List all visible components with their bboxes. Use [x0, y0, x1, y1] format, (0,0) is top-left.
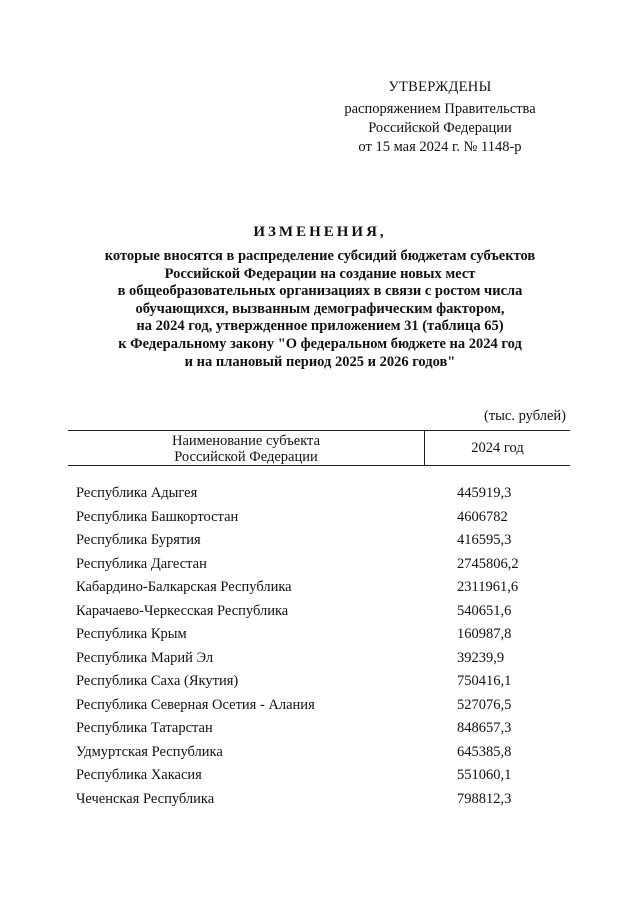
subtitle-line: на 2024 год, утвержденное приложением 31 (таблица 65)	[136, 318, 504, 335]
table-row	[76, 553, 570, 577]
table-row	[76, 741, 570, 765]
table-row	[76, 647, 570, 671]
table-header	[68, 430, 570, 466]
region-name: Республика Крым	[76, 626, 187, 642]
table-row	[76, 529, 570, 553]
header-region-line-1: Наименование субъекта	[171, 433, 321, 449]
region-name: Республика Татарстан	[76, 720, 213, 736]
region-name: Республика Адыгея	[76, 485, 198, 501]
region-name: Республика Бурятия	[76, 532, 201, 548]
header-region-line-2: Российской Федерации	[174, 449, 318, 465]
table-row	[76, 788, 570, 812]
region-name: Удмуртская Республика	[76, 743, 223, 760]
region-name: Республика Северная Осетия - Алания	[76, 696, 315, 713]
subsidy-amount: 798812,3	[457, 790, 512, 807]
region-name: Кабардино-Балкарская Республика	[76, 579, 292, 595]
units-label: (тыс. рублей)	[484, 408, 566, 424]
table-row	[76, 764, 570, 788]
subsidy-amount: 551060,1	[457, 767, 512, 783]
table-row	[76, 482, 570, 506]
table-row	[76, 694, 570, 718]
approval-line-2: Российской Федерации	[368, 120, 512, 136]
table-row	[76, 670, 570, 694]
subsidy-amount: 39239,9	[457, 649, 505, 666]
subsidy-amount: 540651,6	[457, 602, 512, 619]
approval-line-1: распоряжением Правительства	[344, 101, 536, 117]
document-subtitle	[60, 248, 580, 371]
subsidy-amount: 848657,3	[457, 720, 512, 736]
region-name: Республика Башкортостан	[76, 508, 239, 525]
region-name: Карачаево-Черкесская Республика	[76, 602, 289, 619]
header-year: 2024 год	[471, 440, 524, 456]
region-name: Республика Дагестан	[76, 555, 207, 572]
subtitle-line: которые вносятся в распределение субсидий бюджетам субъектов	[104, 248, 536, 264]
subsidy-amount: 4606782	[457, 508, 508, 525]
approval-block	[330, 78, 550, 157]
document-title: ИЗМЕНЕНИЯ,	[253, 224, 387, 240]
approval-line-3: от 15 мая 2024 г. № 1148-р	[358, 139, 522, 155]
subtitle-line: к Федеральному закону "О федеральном бюджете на 2024 год	[118, 335, 522, 352]
subsidy-amount: 645385,8	[457, 743, 512, 760]
subtitle-line: обучающихся, вызванным демографическим фактором,	[135, 300, 505, 317]
subsidy-amount: 527076,5	[457, 696, 512, 713]
header-region-name	[68, 431, 424, 465]
region-name: Республика Саха (Якутия)	[76, 673, 239, 689]
table-row	[76, 506, 570, 530]
subtitle-line: и на плановый период 2025 и 2026 годов"	[184, 353, 456, 370]
subsidy-amount: 2311961,6	[457, 579, 519, 595]
subtitle-line: Российской Федерации на создание новых мест	[164, 265, 476, 282]
subsidy-amount: 2745806,2	[457, 555, 519, 572]
table-row	[76, 576, 570, 600]
table-row	[76, 623, 570, 647]
subsidy-amount: 160987,8	[457, 626, 512, 642]
subtitle-line: в общеобразовательных организациях в связи с ростом числа	[117, 283, 523, 300]
region-name: Республика Марий Эл	[76, 649, 214, 666]
region-name: Чеченская Республика	[76, 790, 215, 807]
table-body	[76, 482, 570, 811]
approval-title: УТВЕРЖДЕНЫ	[388, 79, 492, 95]
subsidy-amount: 750416,1	[457, 673, 512, 689]
subsidy-amount: 445919,3	[457, 485, 512, 501]
region-name: Республика Хакасия	[76, 767, 202, 783]
table-row	[76, 717, 570, 741]
table-row	[76, 600, 570, 624]
subsidy-amount: 416595,3	[457, 532, 512, 548]
